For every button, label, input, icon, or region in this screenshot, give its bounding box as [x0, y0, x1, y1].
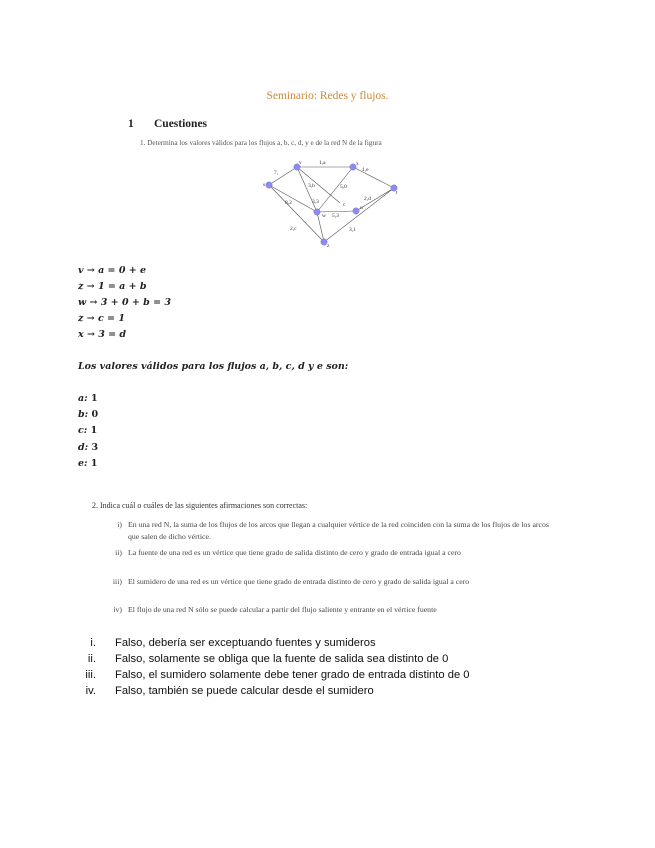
value-d: [78, 442, 98, 453]
edge-x-t: [353, 167, 394, 188]
statement-text: El flujo de una red N sólo se puede calcular a partir del flujo saliente y entrante en el vértice fuente: [128, 605, 437, 614]
value-label: c:: [78, 425, 88, 436]
edge-label: 2,c: [290, 226, 297, 232]
node-label-w: w: [322, 213, 326, 219]
response-number: i.: [90, 637, 96, 649]
value-number: 1: [90, 425, 98, 436]
response-number: iv.: [85, 685, 96, 697]
node-label-z: z: [327, 243, 330, 249]
response-number: iii.: [85, 669, 96, 681]
section-number: 1: [128, 118, 134, 130]
value-e: [78, 458, 98, 469]
value-c: [78, 425, 97, 436]
edge-s-w: [269, 185, 317, 212]
statement-text: En una red N, la suma de los flujos de los arcos que llegan a cualquier vértice de la red coinciden con la suma de los flujos de los arcos que salen de dicho vértice.: [128, 520, 549, 541]
node-label-u: u: [360, 205, 363, 211]
equation-z-2: z → c = 1: [78, 313, 125, 324]
equation-w: w → 3 + 0 + b = 3: [78, 297, 171, 308]
value-number: 0: [91, 409, 99, 420]
statement-number: iii): [112, 577, 122, 586]
node-label-s: s: [263, 182, 266, 188]
value-label: a:: [78, 393, 88, 404]
value-label: d:: [78, 442, 89, 453]
node-label-x: x: [356, 161, 359, 167]
node-w: [314, 209, 320, 215]
graph-edge-labels: [274, 160, 371, 233]
value-number: 1: [90, 458, 98, 469]
value-number: 1: [90, 393, 98, 404]
edge-label: 3,3: [312, 199, 319, 205]
statement-text: La fuente de una red es un vértice que tiene grado de salida distinto de cero y grado de entrada igual a cero: [128, 548, 461, 557]
edge-label: 5,0: [340, 184, 347, 190]
edge-label: 8,2: [285, 200, 292, 206]
equation-z-1: z → 1 = a + b: [78, 281, 147, 292]
edge-label: 7,: [274, 170, 279, 176]
statement-number: i): [117, 520, 122, 529]
question-1: 1. Determina los valores válidos para los flujos a, b, c, d, y e de la red N de la figura: [140, 139, 382, 147]
edge-label: c: [343, 202, 346, 208]
edge-v-w: [297, 167, 317, 212]
statement-text: El sumidero de una red es un vértice que tiene grado de entrada distinto de cero y grado de salida igual a cero: [128, 577, 470, 586]
equation-x: x → 3 = d: [78, 329, 127, 340]
response-text: Falso, solamente se obliga que la fuente de salida sea distinto de 0: [115, 653, 449, 665]
node-u: [353, 208, 359, 214]
edge-label: 1,e: [362, 167, 369, 173]
graph-node-labels: [263, 160, 398, 249]
response-number: ii.: [87, 653, 96, 665]
value-number: 3: [91, 442, 99, 453]
response-text: Falso, también se puede calcular desde el sumidero: [115, 685, 374, 697]
response-text: Falso, debería ser exceptuando fuentes y sumideros: [115, 637, 376, 649]
value-label: b:: [78, 409, 89, 420]
value-label: e:: [78, 458, 88, 469]
node-label-v: v: [299, 160, 302, 166]
statement-number: iv): [113, 605, 122, 614]
statement-number: ii): [115, 548, 122, 557]
node-label-t: t: [396, 190, 398, 196]
equation-v: v → a = 0 + e: [78, 265, 147, 276]
response-text: Falso, el sumidero solamente debe tener grado de entrada distinto de 0: [115, 669, 470, 681]
value-a: [78, 393, 98, 404]
page-title: Seminario: Redes y flujos.: [266, 90, 389, 102]
network-graph: [252, 155, 412, 250]
edge-label: 1,a: [319, 160, 326, 166]
value-b: [78, 409, 98, 420]
node-s: [266, 182, 272, 188]
edge-w-u: [317, 211, 356, 212]
answers-title: Los valores válidos para los flujos a, b, c, d y e son:: [78, 361, 349, 372]
question-2: 2. Indica cuál o cuáles de las siguientes afirmaciones son correctas:: [92, 501, 308, 510]
edge-label: 3,b: [308, 183, 315, 189]
section-title: Cuestiones: [154, 118, 208, 130]
edge-label: 2,d: [364, 196, 371, 202]
edge-v-u: [297, 167, 340, 203]
edge-x-w: [317, 167, 353, 212]
edge-label: 5,3: [332, 213, 339, 219]
edge-label: 3,1: [349, 227, 356, 233]
